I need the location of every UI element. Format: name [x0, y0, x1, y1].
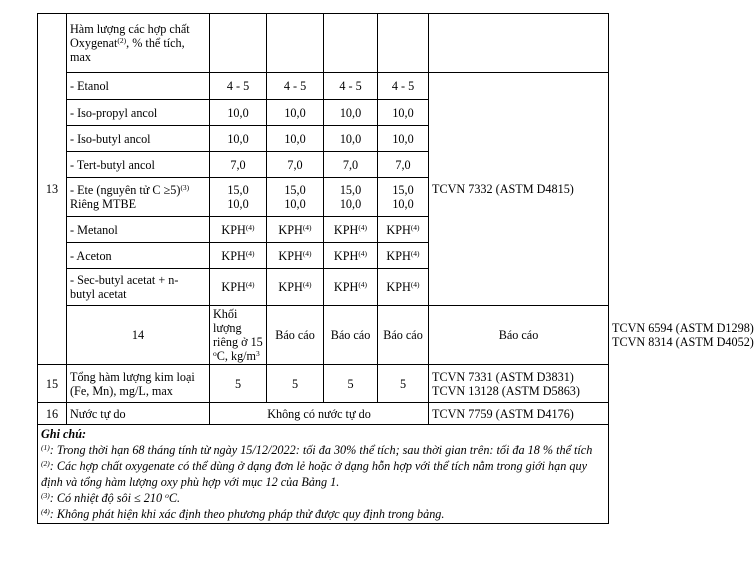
secbutyl-value: KPH$^{(4)}$: [267, 269, 324, 306]
secbutyl-value: KPH$^{(4)}$: [210, 269, 267, 306]
ete-value: 15,0 10,0: [378, 178, 429, 217]
isopropyl-value: 10,0: [378, 100, 429, 126]
isopropyl-value: 10,0: [210, 100, 267, 126]
empty-cell: [210, 14, 267, 73]
oxygenate-header-label: Hàm lượng các hợp chất Oxygenat$^{(2)}$, % thể tích, max: [67, 14, 210, 73]
metanol-value: KPH$^{(4)}$: [378, 217, 429, 243]
tertbutyl-value: 7,0: [210, 152, 267, 178]
empty-cell: [267, 14, 324, 73]
method-16: TCVN 7759 (ASTM D4176): [429, 403, 609, 425]
row-number-15: 15: [38, 365, 67, 403]
metal-content-value: 5: [267, 365, 324, 403]
ete-value: 15,0 10,0: [324, 178, 378, 217]
table-row-14: 14 Khối lượng riêng ở 15 $^o$C, $kg/m^3$ Báo cáo Báo cáo Báo cáo Báo cáo TCVN 6594 (ASTM D1298) TCVN 8314 (ASTM D4052): [38, 306, 609, 365]
row-number-13: 13: [38, 14, 67, 365]
empty-cell: [324, 14, 378, 73]
density-value: Báo cáo: [378, 306, 429, 365]
secbutyl-value: KPH$^{(4)}$: [324, 269, 378, 306]
tertbutyl-label: - Tert-butyl ancol: [67, 152, 210, 178]
etanol-value: 4 - 5: [324, 73, 378, 100]
tertbutyl-value: 7,0: [324, 152, 378, 178]
metanol-value: KPH$^{(4)}$: [267, 217, 324, 243]
isopropyl-label: - Iso-propyl ancol: [67, 100, 210, 126]
free-water-label: Nước tự do: [67, 403, 210, 425]
notes-title: Ghi chú:: [41, 427, 87, 441]
table-row-notes: [38, 425, 609, 524]
tertbutyl-value: 7,0: [378, 152, 429, 178]
isobutyl-value: 10,0: [267, 126, 324, 152]
isopropyl-value: 10,0: [324, 100, 378, 126]
note-1: $^{(1)}$: Trong thời hạn 68 tháng tính từ ngày 15/12/2022: tối đa 30% thể tích; sau thời gian trên: tối đa 18 % thể tích: [41, 443, 593, 457]
secbutyl-value: KPH$^{(4)}$: [378, 269, 429, 306]
secbutyl-label: - Sec-butyl acetat + n- butyl acetat: [67, 269, 210, 306]
isobutyl-value: 10,0: [378, 126, 429, 152]
free-water-value: Không có nước tự do: [210, 403, 429, 425]
etanol-label: - Etanol: [67, 73, 210, 100]
etanol-value: 4 - 5: [378, 73, 429, 100]
isobutyl-label: - Iso-butyl ancol: [67, 126, 210, 152]
note-2: $^{(2)}$: Các hợp chất oxygenate có thể dùng ở dạng đơn lẻ hoặc ở dạng hỗn hợp với thể tích nằm trong giới hạn quy định và tổng hàm lượng oxy phù hợp với mục 12 của Bảng 1.: [41, 459, 587, 489]
ete-label: - Ete (nguyên tử C ≥5)$^{(3)}$ Riêng MTBE: [67, 178, 210, 217]
row-number-16: 16: [38, 403, 67, 425]
metanol-label: - Metanol: [67, 217, 210, 243]
aceton-value: KPH$^{(4)}$: [210, 243, 267, 269]
etanol-value: 4 - 5: [210, 73, 267, 100]
specification-document: [37, 13, 754, 524]
aceton-value: KPH$^{(4)}$: [267, 243, 324, 269]
table-row-etanol: [38, 73, 609, 100]
ete-value: 15,0 10,0: [267, 178, 324, 217]
note-4: $^{(4)}$: Không phát hiện khi xác định theo phương pháp thử được quy định trong bảng.: [41, 507, 445, 521]
isobutyl-value: 10,0: [324, 126, 378, 152]
aceton-label: - Aceton: [67, 243, 210, 269]
method-group-13: TCVN 7332 (ASTM D4815): [429, 73, 609, 306]
isopropyl-value: 10,0: [267, 100, 324, 126]
density-value: Báo cáo: [429, 306, 609, 365]
metanol-value: KPH$^{(4)}$: [324, 217, 378, 243]
aceton-value: KPH$^{(4)}$: [324, 243, 378, 269]
density-value: Báo cáo: [324, 306, 378, 365]
metanol-value: KPH$^{(4)}$: [210, 217, 267, 243]
density-label: Khối lượng riêng ở 15 $^o$C, $kg/m^3$: [210, 306, 267, 365]
ete-value: 15,0 10,0: [210, 178, 267, 217]
tertbutyl-value: 7,0: [267, 152, 324, 178]
empty-method-cell: [429, 14, 609, 73]
aceton-value: KPH$^{(4)}$: [378, 243, 429, 269]
metal-content-value: 5: [324, 365, 378, 403]
note-3: $^{(3)}$: Có nhiệt độ sôi ≤ 210 $^o$C.: [41, 491, 181, 505]
metal-content-label: Tổng hàm lượng kim loại (Fe, Mn), mg/L, max: [67, 365, 210, 403]
density-value: Báo cáo: [267, 306, 324, 365]
notes-section: [38, 425, 609, 524]
row-number-14: 14: [67, 306, 210, 365]
isobutyl-value: 10,0: [210, 126, 267, 152]
specification-table: [37, 13, 754, 524]
metal-content-value: 5: [210, 365, 267, 403]
method-15: TCVN 7331 (ASTM D3831) TCVN 13128 (ASTM D5863): [429, 365, 609, 403]
table-row-oxygenate-header: [38, 14, 609, 73]
empty-cell: [378, 14, 429, 73]
etanol-value: 4 - 5: [267, 73, 324, 100]
metal-content-value: 5: [378, 365, 429, 403]
table-row-15: [38, 365, 609, 403]
table-row-16: [38, 403, 609, 425]
